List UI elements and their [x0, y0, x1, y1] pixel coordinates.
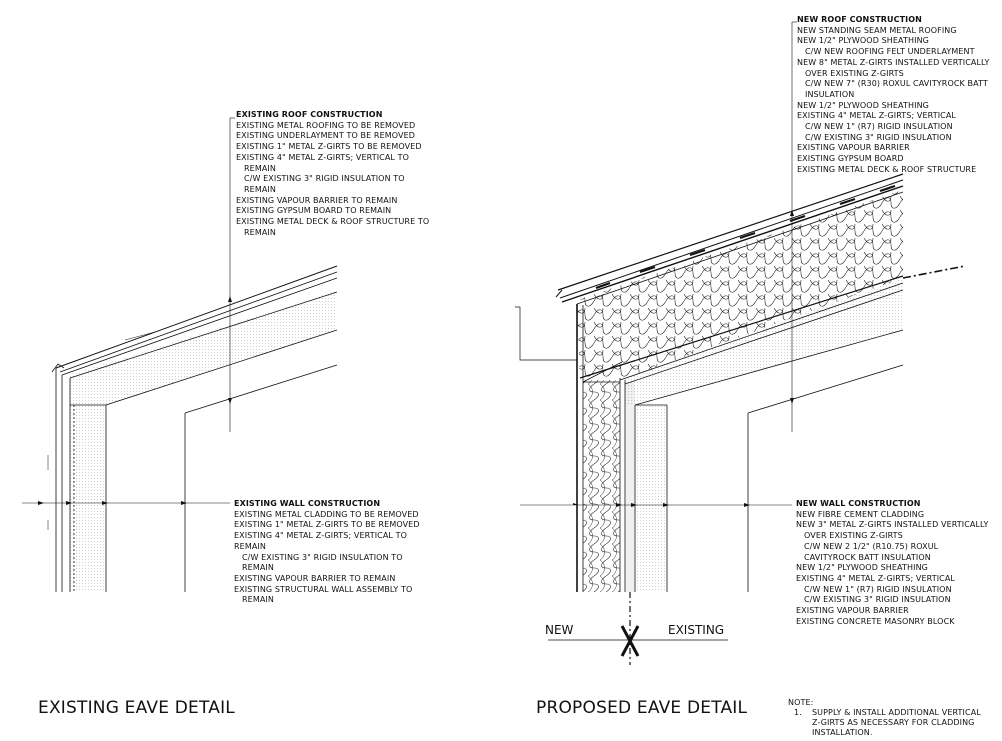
existing-roof-line: REMAIN: [244, 163, 276, 173]
new-roof-heading: NEW ROOF CONSTRUCTION: [797, 15, 922, 24]
existing-wall-line: EXISTING VAPOUR BARRIER TO REMAIN: [234, 573, 396, 583]
new-wall-line: NEW FIBRE CEMENT CLADDING: [796, 509, 925, 519]
new-roof-line: C/W NEW 7" (R30) ROXUL CAVITYROCK BATT: [805, 79, 988, 89]
note-line: SUPPLY & INSTALL ADDITIONAL VERTICAL: [812, 708, 981, 717]
existing-roof-heading: EXISTING ROOF CONSTRUCTION: [236, 110, 383, 119]
existing-roof-line: REMAIN: [244, 184, 276, 194]
new-roof-line: OVER EXISTING Z-GIRTS: [805, 68, 904, 78]
existing-roof-line: EXISTING 4" METAL Z-GIRTS; VERTICAL TO: [236, 152, 410, 162]
new-roof-line: NEW STANDING SEAM METAL ROOFING: [797, 25, 957, 35]
proposed-eave-title: PROPOSED EAVE DETAIL: [536, 698, 748, 718]
existing-roof-line: EXISTING METAL DECK & ROOF STRUCTURE TO: [236, 217, 430, 227]
existing-wall-line: EXISTING METAL CLADDING TO BE REMOVED: [234, 509, 419, 519]
new-wall-line: C/W EXISTING 3" RIGID INSULATION: [804, 595, 951, 605]
existing-roof-line: EXISTING GYPSUM BOARD TO REMAIN: [236, 206, 392, 216]
existing-roof-line: EXISTING 1" METAL Z-GIRTS TO BE REMOVED: [236, 142, 422, 152]
transition-existing-label: EXISTING: [668, 623, 725, 637]
existing-roof-line: EXISTING METAL ROOFING TO BE REMOVED: [236, 120, 416, 130]
new-wall-line: C/W NEW 2 1/2" (R10.75) ROXUL: [804, 541, 939, 551]
existing-roof-line: EXISTING UNDERLAYMENT TO BE REMOVED: [236, 131, 415, 141]
new-roof-line: NEW 1/2" PLYWOOD SHEATHING: [797, 36, 929, 46]
new-wall-line: OVER EXISTING Z-GIRTS: [804, 531, 903, 541]
existing-wall-notes: [234, 499, 420, 606]
note-heading: NOTE:: [788, 698, 814, 707]
existing-roof-line: C/W EXISTING 3" RIGID INSULATION TO: [244, 174, 405, 184]
existing-roof-assembly: [56, 266, 337, 413]
new-roof-line: NEW 1/2" PLYWOOD SHEATHING: [797, 100, 929, 110]
new-wall-line: EXISTING VAPOUR BARRIER: [796, 606, 909, 616]
new-roof-line: C/W NEW ROOFING FELT UNDERLAYMENT: [805, 47, 975, 57]
existing-roof-line: REMAIN: [244, 227, 276, 237]
existing-wall-line: EXISTING 1" METAL Z-GIRTS TO BE REMOVED: [234, 520, 420, 530]
note-line: Z-GIRTS AS NECESSARY FOR CLADDING: [812, 718, 975, 727]
note-number: 1.: [794, 708, 802, 717]
existing-wall-line: REMAIN: [242, 595, 274, 605]
new-roof-line: NEW 8" METAL Z-GIRTS INSTALLED VERTICALLY: [797, 57, 990, 67]
new-wall-line: NEW 1/2" PLYWOOD SHEATHING: [796, 563, 928, 573]
new-roof-assembly: [556, 174, 965, 413]
existing-roof-line: EXISTING VAPOUR BARRIER TO REMAIN: [236, 195, 398, 205]
general-note: [788, 698, 981, 738]
existing-wall-line: C/W EXISTING 3" RIGID INSULATION TO: [242, 552, 403, 562]
new-wall-line: C/W NEW 1" (R7) RIGID INSULATION: [804, 584, 952, 594]
new-roof-line: EXISTING 4" METAL Z-GIRTS; VERTICAL: [797, 111, 956, 121]
new-roof-line: EXISTING GYPSUM BOARD: [797, 154, 904, 164]
existing-eave-title: EXISTING EAVE DETAIL: [38, 698, 235, 718]
new-wall-line: EXISTING CONCRETE MASONRY BLOCK: [796, 616, 955, 626]
existing-wall-heading: EXISTING WALL CONSTRUCTION: [234, 499, 381, 508]
new-roof-line: C/W EXISTING 3" RIGID INSULATION: [805, 132, 952, 142]
new-roof-line: INSULATION: [805, 89, 855, 99]
existing-wall-line: REMAIN: [234, 541, 266, 551]
existing-wall-line: EXISTING STRUCTURAL WALL ASSEMBLY TO: [234, 584, 413, 594]
new-wall-line: EXISTING 4" METAL Z-GIRTS; VERTICAL: [796, 573, 955, 583]
new-roof-notes: [797, 15, 990, 176]
new-wall-line: NEW 3" METAL Z-GIRTS INSTALLED VERTICALLY: [796, 520, 989, 530]
note-line: INSTALLATION.: [812, 728, 873, 737]
new-wall-line: CAVITYROCK BATT INSULATION: [804, 552, 931, 562]
existing-wall-line: REMAIN: [242, 563, 274, 573]
existing-roof-notes: [236, 110, 429, 238]
new-roof-line: C/W NEW 1" (R7) RIGID INSULATION: [805, 122, 953, 132]
new-roof-line: EXISTING METAL DECK & ROOF STRUCTURE: [797, 164, 977, 174]
existing-wall-line: EXISTING 4" METAL Z-GIRTS; VERTICAL TO: [234, 531, 408, 541]
new-wall-notes: [796, 499, 989, 627]
new-roof-line: EXISTING VAPOUR BARRIER: [797, 143, 910, 153]
new-wall-heading: NEW WALL CONSTRUCTION: [796, 499, 921, 508]
transition-new-label: NEW: [545, 623, 574, 637]
